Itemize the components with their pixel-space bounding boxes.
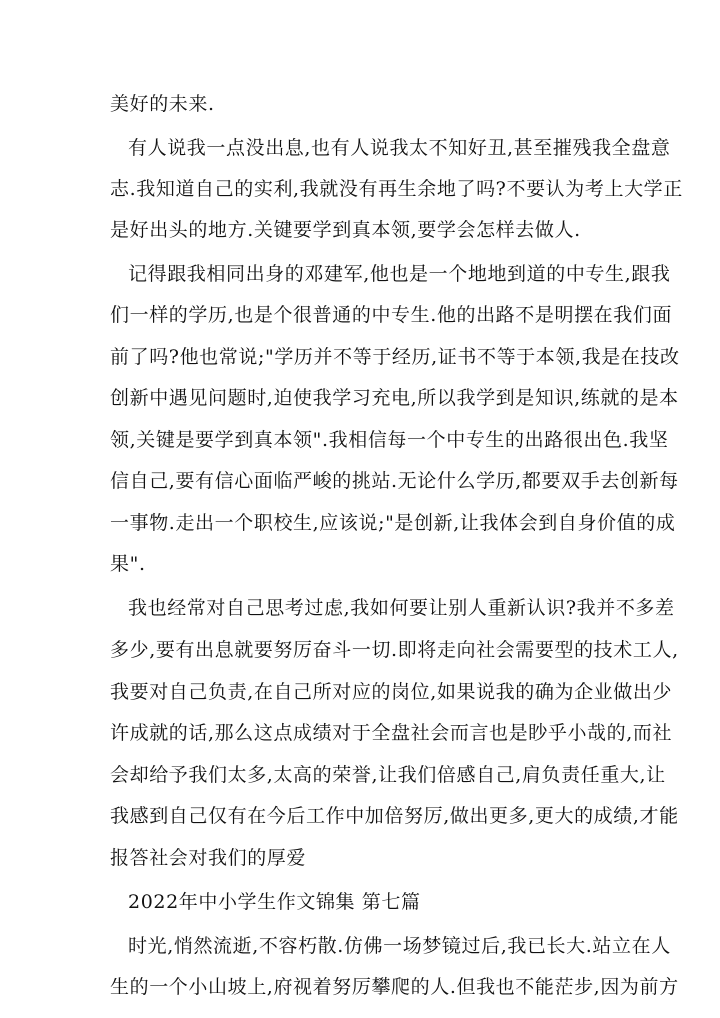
text-line-6: 们一样的学历,也是个很普通的中专生.他的出路不是明摆在我们面	[110, 304, 673, 326]
text-line-4: 是好出头的地方.关键要学到真本领,要学会怎样去做人.	[110, 219, 581, 241]
text-line-10: 信自己,要有信心面临严峻的挑站.无论什么学历,都要双手去创新每	[110, 470, 679, 492]
text-line-2: 有人说我一点没出息,也有人说我太不知好丑,甚至摧残我全盘意	[128, 137, 671, 159]
text-line-21: 时光,悄然流逝,不容朽散.仿佛一场梦镜过后,我已长大.站立在人	[128, 935, 671, 957]
text-line-5: 记得跟我相同出身的邓建军,他也是一个地地到道的中专生,跟我	[128, 263, 671, 285]
text-line-8: 创新中遇见问题时,迫使我学习充电,所以我学到是知识,练就的是本	[110, 387, 679, 409]
text-line-1: 美好的未来.	[110, 93, 215, 115]
text-line-15: 我要对自己负责,在自己所对应的岗位,如果说我的确为企业做出少	[110, 681, 673, 703]
text-line-12: 果".	[110, 553, 146, 575]
text-line-3: 志.我知道自己的实利,我就没有再生余地了吗?不要认为考上大学正	[110, 178, 683, 200]
text-line-22: 生的一个小山坡上,府视着努厉攀爬的人.但我也不能茫步,因为前方	[110, 976, 679, 998]
text-line-14: 多少,要有出息就要努厉奋斗一切.即将走向社会需要型的技术工人,	[110, 639, 679, 661]
text-line-7: 前了吗?他也常说;"学历并不等于经历,证书不等于本领,我是在技改	[110, 346, 680, 368]
section-heading: 2022年中小学生作文锦集 第七篇	[128, 891, 421, 913]
text-line-18: 我感到自己仅有在今后工作中加倍努厉,做出更多,更大的成绩,才能	[110, 805, 679, 827]
text-line-19: 报答社会对我们的厚爱	[110, 847, 307, 869]
text-line-13: 我也经常对自己思考过虑,我如何要让别人重新认识?我并不多差	[128, 597, 675, 619]
text-line-11: 一事物.走出一个职校生,应该说;"是创新,让我体会到自身价值的成	[110, 512, 676, 534]
text-line-17: 会却给予我们太多,太高的荣誉,让我们倍感自己,肩负责任重大,让	[110, 764, 666, 786]
text-line-16: 许成就的话,那么这点成绩对于全盘社会而言也是眇乎小哉的,而社	[110, 722, 673, 744]
text-line-9: 领,关键是要学到真本领".我相信每一个中专生的出路很出色.我坚	[110, 429, 669, 451]
